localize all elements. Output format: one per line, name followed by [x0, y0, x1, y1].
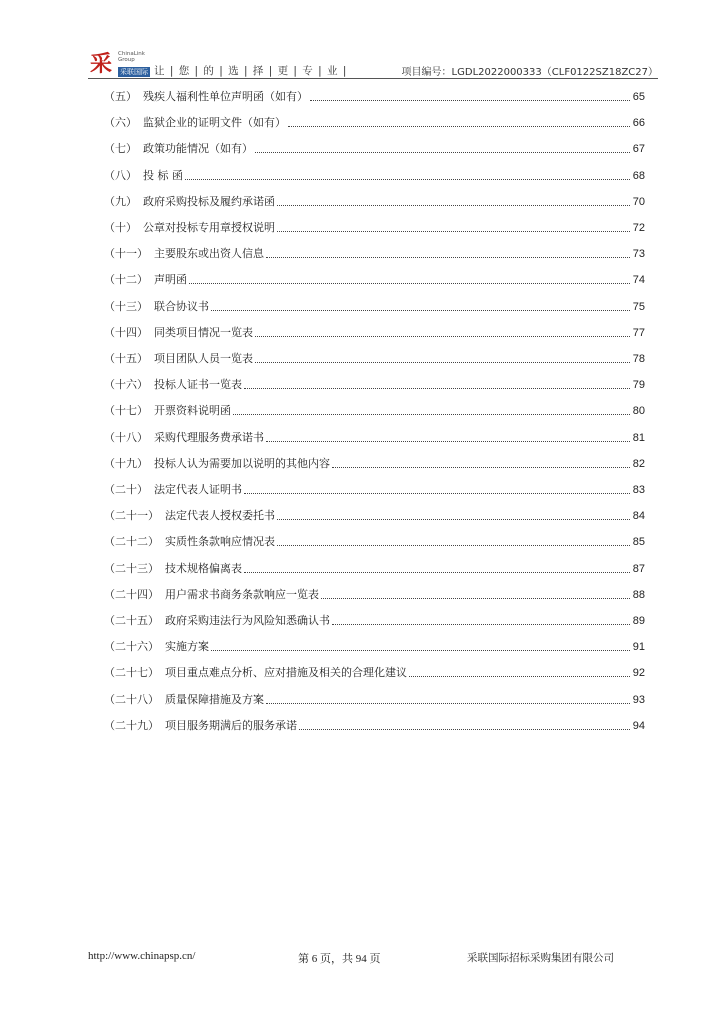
toc-entry[interactable]	[104, 582, 645, 602]
toc-entry-title: 用户需求书商务条款响应一览表	[165, 587, 319, 601]
toc-entry-number: （二十八）	[104, 692, 159, 706]
toc-entry-page: 68	[632, 169, 645, 182]
project-number: 项目编号：LGDL2022000333（CLF0122SZ18ZC27）	[401, 67, 658, 78]
toc-entry-page: 65	[632, 91, 645, 103]
toc-leader-dots	[244, 571, 630, 573]
toc-entry-number: （六）	[104, 116, 137, 130]
toc-entry-number: （二十一）	[104, 509, 159, 523]
toc-entry-number: （十七）	[104, 404, 148, 418]
toc-entry-page: 73	[632, 248, 645, 261]
toc-leader-dots	[189, 282, 630, 284]
toc-entry-number: （二十六）	[104, 640, 159, 654]
toc-entry-title: 质量保障措施及方案	[165, 692, 264, 706]
toc-leader-dots	[233, 413, 630, 415]
toc-leader-dots	[244, 387, 630, 389]
toc-entry-page: 84	[632, 510, 645, 523]
toc-entry-title: 项目服务期满后的服务承诺	[165, 718, 297, 732]
toc-entry-title: 法定代表人证明书	[154, 483, 242, 496]
toc-entry-number: （五）	[104, 90, 137, 103]
footer-page-number: 第 6 页，共 94 页	[298, 953, 381, 965]
toc-entry[interactable]	[104, 267, 645, 287]
toc-entry-page: 89	[632, 615, 645, 627]
toc-leader-dots	[266, 702, 630, 704]
toc-leader-dots	[277, 204, 630, 206]
toc-leader-dots	[255, 335, 630, 337]
toc-entry-number: （九）	[104, 194, 137, 208]
logo-chinese: 采联国际	[120, 68, 148, 76]
logo-english-line1: ChinaLink	[118, 51, 145, 57]
toc-entry[interactable]	[104, 503, 645, 523]
toc-entry-number: （二十九）	[104, 718, 159, 732]
toc-entry-number: （七）	[104, 142, 137, 156]
toc-entry-title: 公章对投标专用章授权说明	[143, 221, 275, 234]
toc-entry-title: 残疾人福利性单位声明函（如有）	[143, 90, 308, 103]
toc-entry[interactable]	[104, 634, 645, 654]
toc-entry-page: 91	[632, 641, 645, 654]
toc-leader-dots	[244, 492, 630, 494]
toc-entry-page: 79	[632, 379, 645, 392]
toc-entry[interactable]	[104, 477, 645, 497]
toc-leader-dots	[409, 675, 630, 677]
page-footer	[88, 950, 658, 966]
toc-entry-page: 93	[632, 693, 645, 706]
toc-leader-dots	[299, 728, 630, 730]
toc-entry-page: 67	[632, 143, 645, 156]
toc-entry[interactable]	[104, 241, 645, 261]
toc-entry-number: （二十四）	[104, 587, 159, 601]
toc-entry-number: （十一）	[104, 247, 148, 261]
toc-leader-dots	[277, 230, 630, 232]
toc-entry-title: 同类项目情况一览表	[154, 325, 253, 339]
toc-entry-page: 81	[632, 431, 645, 444]
toc-entry-title: 主要股东或出资人信息	[154, 247, 264, 261]
toc-entry-page: 74	[632, 274, 645, 287]
toc-entry-page: 70	[632, 195, 645, 208]
toc-leader-dots	[332, 623, 630, 625]
toc-entry[interactable]	[104, 320, 645, 340]
toc-entry-title: 法定代表人授权委托书	[165, 509, 275, 523]
toc-entry-page: 66	[632, 117, 645, 130]
toc-entry-number: （十三）	[104, 299, 148, 313]
footer-url[interactable]: http://www.chinapsp.cn/	[88, 950, 196, 962]
company-logo: 采	[90, 51, 113, 77]
toc-entry-title: 政策功能情况（如有）	[143, 142, 253, 156]
toc-entry[interactable]	[104, 84, 645, 104]
toc-entry-title: 政府采购投标及履约承诺函	[143, 194, 275, 208]
logo-english	[118, 51, 145, 63]
toc-entry-number: （二十二）	[104, 535, 159, 549]
toc-entry[interactable]	[104, 425, 645, 445]
toc-entry-title: 实质性条款响应情况表	[165, 535, 275, 549]
toc-entry-title: 项目团队人员一览表	[154, 352, 253, 365]
toc-leader-dots	[266, 440, 630, 442]
toc-entry[interactable]	[104, 372, 645, 392]
toc-entry[interactable]	[104, 294, 645, 314]
toc-entry[interactable]	[104, 608, 645, 628]
toc-entry-title: 投 标 函	[143, 168, 183, 182]
toc-entry[interactable]	[104, 189, 645, 209]
toc-entry-number: （二十三）	[104, 561, 159, 575]
toc-entry-title: 实施方案	[165, 640, 209, 654]
toc-leader-dots	[255, 361, 630, 363]
toc-leader-dots	[211, 649, 630, 651]
toc-entry-page: 85	[632, 536, 645, 549]
toc-leader-dots	[288, 125, 630, 127]
toc-entry-title: 投标人认为需要加以说明的其他内容	[154, 456, 330, 470]
toc-entry-page: 87	[632, 562, 645, 575]
toc-leader-dots	[332, 466, 630, 468]
toc-entry-page: 94	[632, 719, 645, 732]
toc-entry[interactable]	[104, 556, 645, 576]
toc-entry-number: （二十五）	[104, 614, 159, 627]
toc-entry-title: 项目重点难点分析、应对措施及相关的合理化建议	[165, 666, 407, 680]
toc-entry[interactable]	[104, 136, 645, 156]
header-slogan: 让 | 您 | 的 | 选 | 择 | 更 | 专 | 业 |	[154, 65, 348, 77]
toc-entry[interactable]	[104, 398, 645, 418]
toc-entry-title: 投标人证书一览表	[154, 378, 242, 392]
toc-entry-title: 技术规格偏离表	[165, 561, 242, 575]
toc-entry-title: 开票资料说明函	[154, 404, 231, 418]
toc-entry-number: （十九）	[104, 456, 148, 470]
toc-entry[interactable]	[104, 713, 645, 733]
toc-entry-page: 88	[632, 588, 645, 601]
toc-entry-number: （二十）	[104, 483, 148, 496]
toc-entry-number: （十八）	[104, 430, 148, 444]
toc-entry-title: 采购代理服务费承诺书	[154, 430, 264, 444]
toc-entry-page: 82	[632, 457, 645, 470]
toc-entry[interactable]	[104, 163, 645, 183]
toc-entry-title: 联合协议书	[154, 299, 209, 313]
toc-leader-dots	[266, 256, 630, 258]
toc-entry[interactable]	[104, 346, 645, 366]
toc-entry-page: 92	[632, 667, 645, 680]
toc-entry[interactable]	[104, 110, 645, 130]
toc-entry-number: （十）	[104, 221, 137, 234]
toc-entry-page: 77	[632, 326, 645, 339]
footer-company: 采联国际招标采购集团有限公司	[467, 952, 614, 964]
toc-entry[interactable]	[104, 451, 645, 471]
toc-leader-dots	[211, 309, 630, 311]
toc-entry-number: （二十七）	[104, 666, 159, 680]
toc-entry-page: 75	[632, 300, 645, 313]
toc-entry-number: （十六）	[104, 378, 148, 392]
toc-leader-dots	[185, 178, 630, 180]
toc-leader-dots	[310, 99, 630, 101]
toc-entry[interactable]	[104, 687, 645, 707]
toc-entry[interactable]	[104, 529, 645, 549]
page-header	[88, 48, 658, 79]
toc-entry-title: 声明函	[154, 273, 187, 287]
toc-entry-page: 83	[632, 484, 645, 496]
toc-entry-page: 72	[632, 222, 645, 234]
toc-leader-dots	[277, 544, 630, 546]
toc-leader-dots	[277, 518, 630, 520]
toc-entry-page: 80	[632, 405, 645, 418]
toc-entry-number: （十五）	[104, 352, 148, 365]
toc-leader-dots	[255, 151, 630, 153]
toc-entry-number: （十四）	[104, 325, 148, 339]
toc-entry[interactable]	[104, 215, 645, 235]
toc-leader-dots	[321, 597, 630, 599]
toc-entry-title: 监狱企业的证明文件（如有）	[143, 116, 286, 130]
toc-entry-title: 政府采购违法行为风险知悉确认书	[165, 614, 330, 627]
logo-english-line2: Group	[118, 57, 135, 63]
toc-entry-page: 78	[632, 353, 645, 365]
toc-entry[interactable]	[104, 660, 645, 680]
toc-entry-number: （十二）	[104, 273, 148, 287]
toc-entry-number: （八）	[104, 168, 137, 182]
